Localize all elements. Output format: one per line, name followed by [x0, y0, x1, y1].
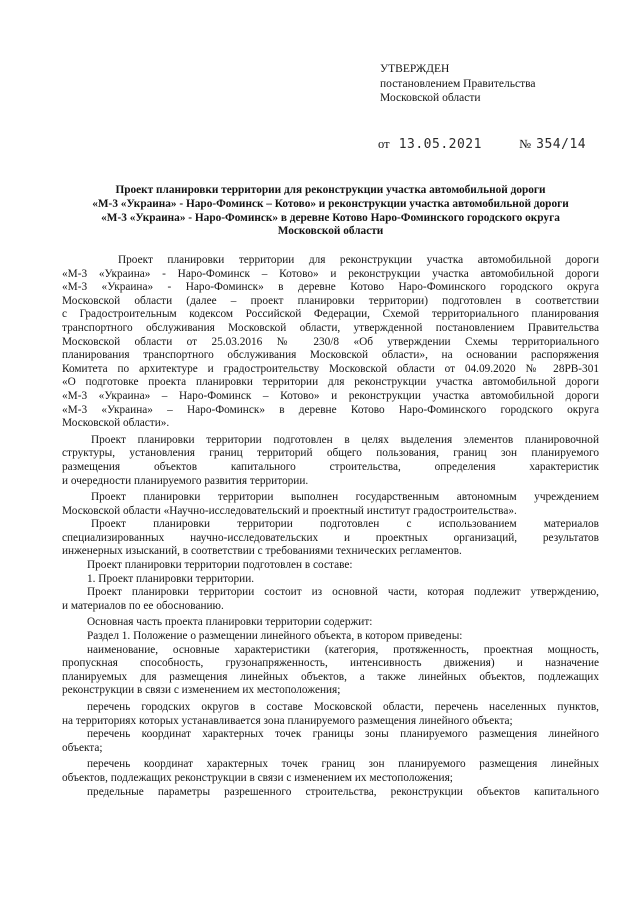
body-line: «О подготовке проекта планировки территории для реконструкции участка автомобильной дороги [62, 376, 599, 389]
decree-number: 354/14 [536, 137, 587, 152]
document-title [62, 184, 599, 239]
body-line: планирования транспортного обслуживания Московской области», на основании распоряжения [62, 349, 599, 362]
body-line: Московской области от 25.03.2016 № 230/8 «Об утверждении Схемы территориального [62, 335, 599, 348]
approval-by-line-2: Московской области [380, 92, 481, 104]
body-line: перечень городских округов в составе Московской области, перечень населенных пунктов, [87, 701, 599, 713]
body-line: перечень координат характерных точек границы зоны планируемого размещения линейного [87, 728, 599, 741]
title-line: «М-3 «Украина» - Наро-Фоминск» в деревне Котово Наро-Фоминского городского округа [101, 211, 560, 224]
approval-by-line-1: постановлением Правительства [380, 77, 536, 90]
body-line: инженерных изысканий, в соответствии с требованиями технических регламентов. [62, 545, 462, 558]
decree-prefix: от [378, 137, 390, 151]
body-line: Проект планировки территории для реконструкции участка автомобильной дороги [118, 254, 599, 266]
body-line: Проект планировки территории выполнен государственным автономным учреждением [91, 491, 599, 504]
body-line: Основная часть проекта планировки территории содержит: [87, 616, 373, 629]
body-line: наименование, основные характеристики (категория, протяженность, проектная мощность, [87, 643, 599, 656]
body-line: планируемых для размещения линейных объектов, а также линейных объектов, подлежащих [62, 670, 599, 683]
decree-reference [378, 137, 586, 152]
document-body [62, 254, 599, 799]
body-line: Московской области «Научно-исследовательский и проектный институт градостроительства». [62, 504, 517, 517]
body-line: Проект планировки территории подготовлен в составе: [87, 559, 353, 572]
body-line: предельные параметры разрешенного строительства, реконструкции объектов капитального [87, 785, 599, 798]
title-line: Проект планировки территории для реконструкции участка автомобильной дороги [115, 184, 546, 196]
body-line: перечень координат характерных точек границ зон планируемого размещения линейных [87, 758, 599, 771]
body-line: Раздел 1. Положение о размещении линейного объекта, в котором приведены: [87, 630, 463, 643]
decree-date: 13.05.2021 [398, 137, 482, 152]
body-line: реконструкции в связи с изменением их местоположения; [62, 684, 341, 697]
body-line: Комитета по архитектуре и градостроительству Московской области от 04.09.2020 № 28РВ-301 [62, 362, 599, 375]
body-line: «М-3 «Украина» - Наро-Фоминск – Котово» и реконструкции участка автомобильной дороги [62, 267, 599, 280]
body-line: специализированных научно-исследовательских и проектных организаций, результатов [62, 531, 599, 544]
body-line: 1. Проект планировки территории. [87, 572, 255, 585]
title-line: «М-3 «Украина» - Наро-Фоминск – Котово» и реконструкции участка автомобильной дороги [92, 197, 569, 210]
body-line: Проект планировки территории подготовлен в целях выделения элементов планировочной [91, 433, 599, 446]
body-line: Проект планировки территории состоит из основной части, которая подлежит утверждению, [87, 586, 599, 599]
decree-number-label: № [519, 137, 532, 151]
body-line: пропускная способность, грузонапряженность, интенсивность движения) и назначение [62, 657, 599, 670]
body-line: размещения объектов капитального строительства, определения характеристик [62, 460, 599, 473]
approval-status: УТВЕРЖДЕН [380, 63, 450, 75]
body-line: объектов, подлежащих реконструкции в связи с изменением их местоположения; [62, 771, 453, 784]
body-line: Московской области (далее – проект планировки территории) подготовлен в соответствии [62, 294, 599, 307]
body-line: на территориях которых устанавливается зона планируемого размещения линейного объекта; [62, 714, 513, 727]
body-line: структуры, установления границ территорий общего пользования, границ зон планируемого [62, 447, 599, 460]
body-line: «М-3 «Украина» – Наро-Фоминск» в деревне Котово Наро-Фоминского городского округа [62, 403, 599, 416]
body-line: «М-3 «Украина» - Наро-Фоминск» в деревне Котово Наро-Фоминского городского округа [62, 281, 599, 294]
body-line: с Градостроительным кодексом Российской Федерации, Схемой территориального планирования [62, 308, 599, 321]
body-line: Проект планировки территории подготовлен с использованием материалов [91, 518, 599, 531]
body-line: транспортного обслуживания Московской области, утвержденной постановлением Правительства [62, 321, 599, 334]
body-line: «М-3 «Украина» – Наро-Фоминск – Котово» и реконструкции участка автомобильной дороги [62, 389, 599, 402]
title-line: Московской области [277, 225, 384, 238]
approval-block [380, 62, 536, 106]
body-line: Московской области». [62, 417, 170, 430]
body-line: объекта; [62, 741, 103, 754]
body-line: и очередности планируемого развития территории. [62, 474, 309, 487]
body-line: и материалов по ее обоснованию. [62, 599, 224, 612]
